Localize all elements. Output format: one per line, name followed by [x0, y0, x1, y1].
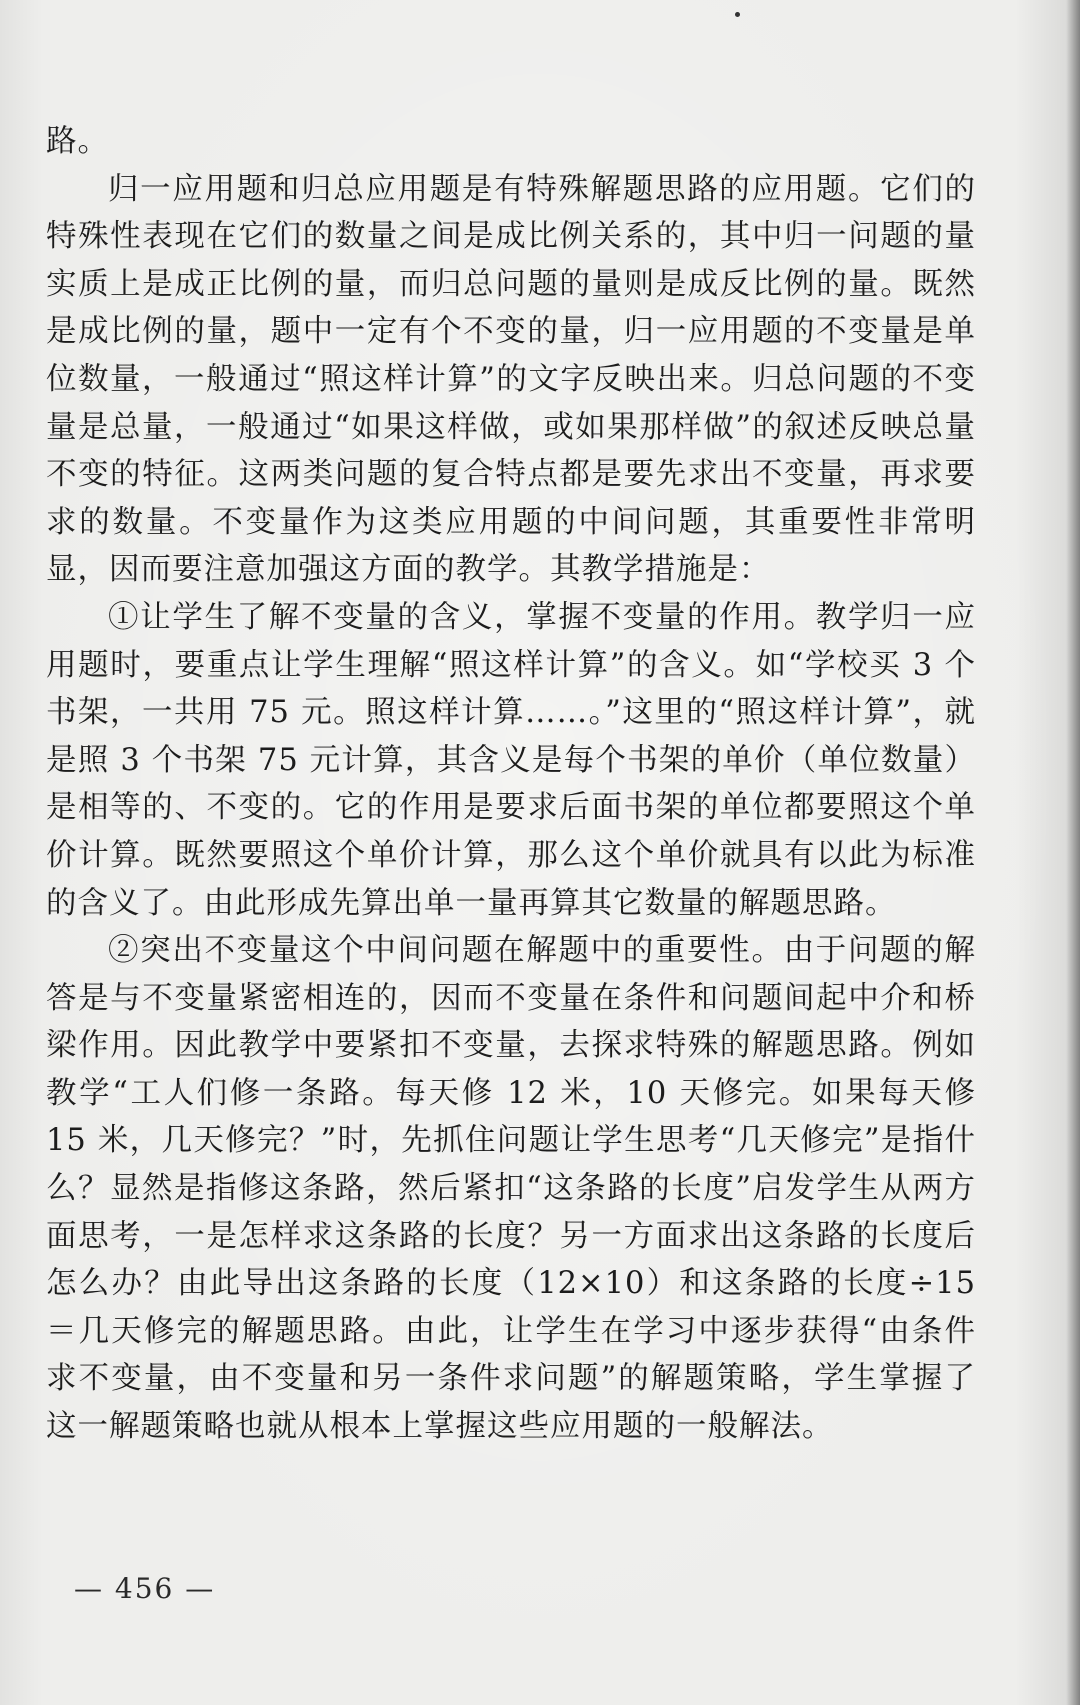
body-text [46, 118, 976, 1451]
paragraph-continuation: 路。 [46, 124, 109, 159]
paragraph-measure-1: ①让学生了解不变量的含义，掌握不变量的作用。教学归一应用题时，要重点让学生理解“照这样计算”的含义。如“学校买 3 个书架，一共用 75 元。照这样计算……。”这里的“照这样计算”，就是照 3 个书架 75 元计算，其含义是每个书架的单价（单位数量）是相等的、不变的。它的作用是要求后面书架的单位都要照这个单价计算。既然要照这个单价计算，那么这个单价就具有以此为标准的含义了。由此形成先算出单一量再算其它数量的解题思路。 [46, 599, 976, 921]
paragraph-intro: 归一应用题和归总应用题是有特殊解题思路的应用题。它们的特殊性表现在它们的数量之间是成比例关系的，其中归一问题的量实质上是成正比例的量，而归总问题的量则是成反比例的量。既然是成比例的量，题中一定有个不变的量，归一应用题的不变量是单位数量，一般通过“照这样计算”的文字反映出来。归总问题的不变量是总量，一般通过“如果这样做，或如果那样做”的叙述反映总量不变的特征。这两类问题的复合特点都是要先求出不变量，再求要求的数量。不变量作为这类应用题的中间问题，其重要性非常明显，因而要注意加强这方面的教学。其教学措施是： [46, 171, 976, 588]
speck [735, 12, 740, 17]
page-number: — 456 — [74, 1572, 216, 1605]
paragraph-measure-2: ②突出不变量这个中间问题在解题中的重要性。由于问题的解答是与不变量紧密相连的，因而不变量在条件和问题间起中介和桥梁作用。因此教学中要紧扣不变量，去探求特殊的解题思路。例如教学“工人们修一条路。每天修 12 米，10 天修完。如果每天修 15 米，几天修完？”时，先抓住问题让学生思考“几天修完”是指什么？显然是指修这条路，然后紧扣“这条路的长度”启发学生从两方面思考，一是怎样求这条路的长度？另一方面求出这条路的长度后怎么办？由此导出这条路的长度（12×10）和这条路的长度÷15＝几天修完的解题思路。由此，让学生在学习中逐步获得“由条件求不变量，由不变量和另一条件求问题”的解题策略，学生掌握了这一解题策略也就从根本上掌握这些应用题的一般解法。 [46, 933, 976, 1445]
page-edge-shadow [1066, 0, 1080, 1705]
